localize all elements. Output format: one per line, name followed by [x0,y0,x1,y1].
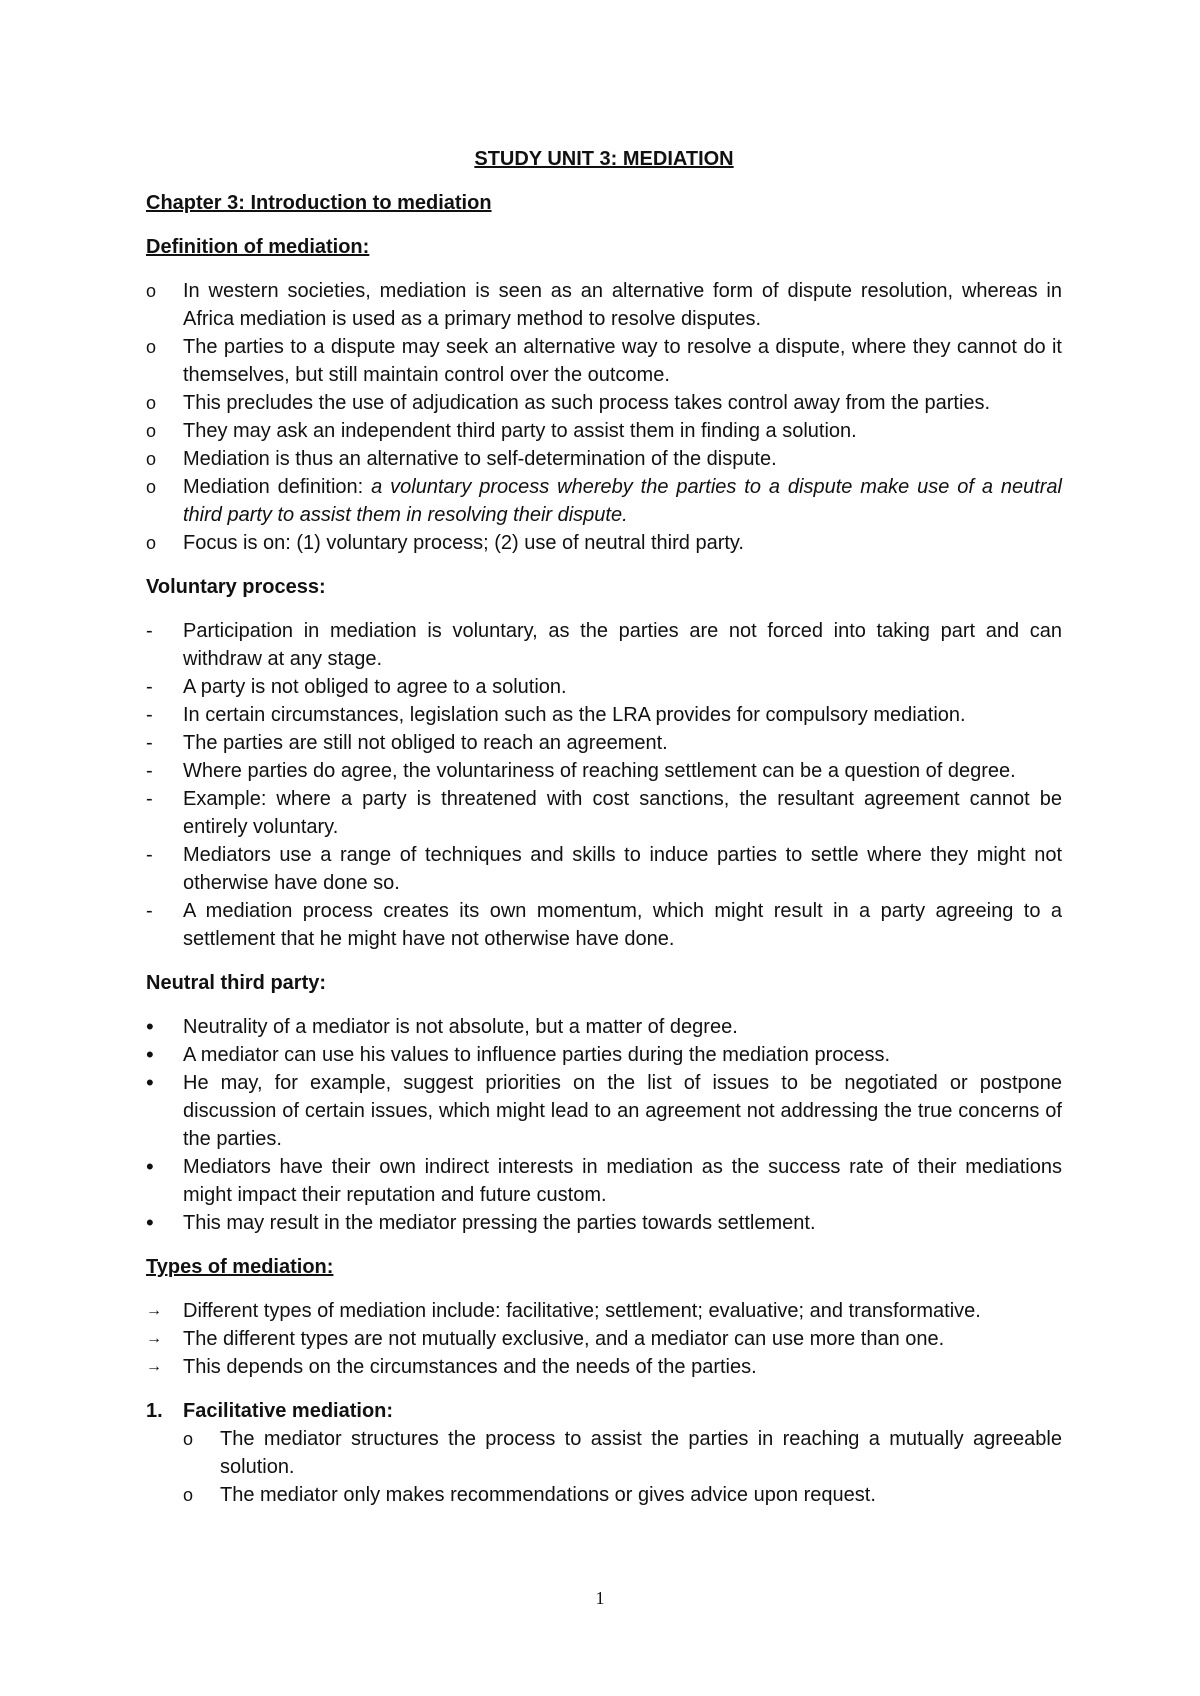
circle-bullet-icon: o [183,1485,194,1505]
circle-bullet-icon: o [146,533,157,553]
dot-bullet-icon: • [146,1154,154,1179]
dash-bullet-icon: - [146,760,153,782]
page-number: 1 [595,1588,605,1608]
list-item: • A mediator can use his values to influence parties during the mediation process. [146,1042,891,1067]
dash-bullet-icon: - [146,788,153,810]
list-item: o This precludes the use of adjudication as such process takes control away from the parties. [146,389,1062,417]
list-item: - Example: where a party is threatened with cost sanctions, the resultant agreement cannot be entirely voluntary. [146,785,1062,841]
list-item: o Focus is on: (1) voluntary process; (2) use of neutral third party. [146,529,1062,557]
list-item: o They may ask an independent third party to assist them in finding a solution. [146,417,1062,445]
arrow-right-icon: → [146,1302,162,1319]
list-item: o The mediator structures the process to assist the parties in reaching a mutually agreeable solution. [183,1425,1062,1481]
list-item: • This may result in the mediator pressing the parties towards settlement. [146,1210,816,1235]
dash-bullet-icon: - [146,732,153,754]
definition-list [146,277,1062,557]
list-item: o The mediator only makes recommendations or gives advice upon request. [183,1481,1062,1509]
dash-bullet-icon: - [146,676,153,698]
list-item: - In certain circumstances, legislation such as the LRA provides for compulsory mediation. [146,701,1062,729]
facilitative-list [146,1425,1062,1509]
neutral-heading: Neutral third party: [146,972,327,994]
document-page [146,145,1062,1509]
voluntary-list [146,617,1062,953]
list-item: o In western societies, mediation is seen as an alternative form of dispute resolution, whereas in Africa mediation is used as a primary method to resolve disputes. [146,277,1062,333]
circle-bullet-icon: o [183,1429,194,1449]
definition-heading: Definition of mediation: [146,236,370,258]
neutral-list [146,1013,1062,1237]
list-item: - A mediation process creates its own momentum, which might result in a party agreeing to a settlement that he might have not otherwise have done. [146,897,1062,953]
circle-bullet-icon: o [146,337,157,357]
facilitative-heading: 1. Facilitative mediation: [146,1397,1062,1425]
circle-bullet-icon: o [146,449,157,469]
list-item-definition: o Mediation definition: a voluntary process whereby the parties to a dispute make use of a neutral third party to assist them in resolving their dispute. [146,473,1062,529]
dot-bullet-icon: • [146,1042,154,1067]
dash-bullet-icon: - [146,900,153,922]
types-heading: Types of mediation: [146,1256,334,1278]
circle-bullet-icon: o [146,281,157,301]
circle-bullet-icon: o [146,477,157,497]
list-item: o The parties to a dispute may seek an alternative way to resolve a dispute, where they cannot do it themselves, but still maintain control over the outcome. [146,333,1062,389]
list-item: - The parties are still not obliged to reach an agreement. [146,729,1062,757]
list-item: → This depends on the circumstances and the needs of the parties. [146,1353,1062,1381]
circle-bullet-icon: o [146,421,157,441]
list-item: - Mediators use a range of techniques and skills to induce parties to settle where they might not otherwise have done so. [146,841,1062,897]
arrow-right-icon: → [146,1358,162,1375]
list-item: - Where parties do agree, the voluntariness of reaching settlement can be a question of degree. [146,757,1062,785]
circle-bullet-icon: o [146,393,157,413]
definition-text: a voluntary process whereby the parties to a dispute make use of a neutral third party to assist them in resolving their dispute. [183,476,1062,526]
list-item: o Mediation is thus an alternative to self-determination of the dispute. [146,445,1062,473]
types-list [146,1297,1062,1381]
list-item: • Neutrality of a mediator is not absolute, but a matter of degree. [146,1014,738,1039]
arrow-right-icon: → [146,1330,162,1347]
dash-bullet-icon: - [146,620,153,642]
voluntary-heading: Voluntary process: [146,576,326,598]
chapter-heading: Chapter 3: Introduction to mediation [146,192,492,214]
list-item: - A party is not obliged to agree to a solution. [146,673,1062,701]
dot-bullet-icon: • [146,1014,154,1039]
list-item: • He may, for example, suggest priorities on the list of issues to be negotiated or postpone discussion of certain issues, which might lead to an agreement not addressing the true concerns of the parties. [146,1070,1062,1150]
list-item: → The different types are not mutually exclusive, and a mediator can use more than one. [146,1325,1062,1353]
dash-bullet-icon: - [146,704,153,726]
dot-bullet-icon: • [146,1210,154,1235]
section-number: 1. [146,1400,163,1422]
list-item: → Different types of mediation include: facilitative; settlement; evaluative; and transformative. [146,1297,1062,1325]
list-item: - Participation in mediation is voluntary, as the parties are not forced into taking part and can withdraw at any stage. [146,617,1062,673]
dash-bullet-icon: - [146,844,153,866]
list-item: • Mediators have their own indirect interests in mediation as the success rate of their mediations might impact their reputation and future custom. [146,1154,1062,1206]
dot-bullet-icon: • [146,1070,154,1095]
document-title: STUDY UNIT 3: MEDIATION [474,148,734,170]
